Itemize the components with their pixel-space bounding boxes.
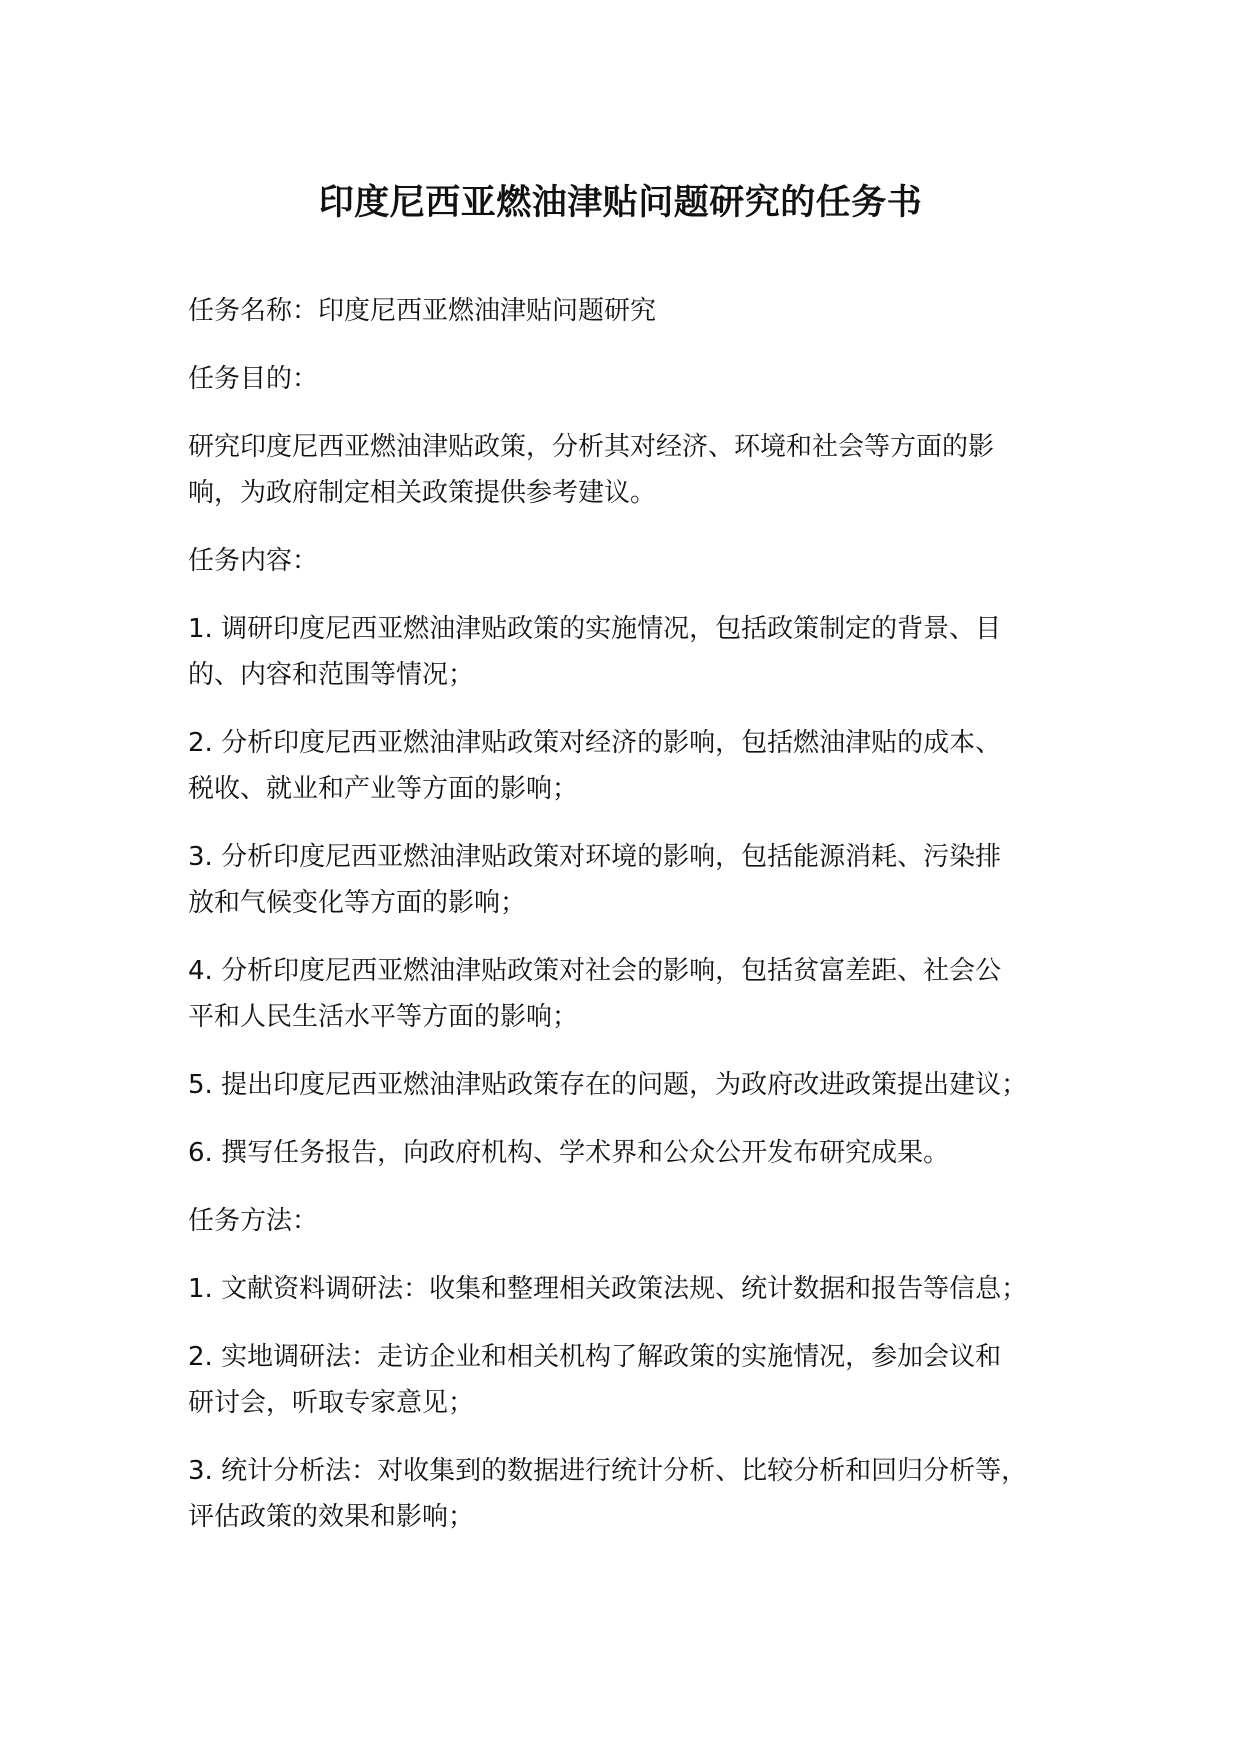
text-line: 2. 分析印度尼西亚燃油津贴政策对经济的影响，包括燃油津贴的成本、: [188, 728, 1002, 758]
paragraph-task-purpose: [188, 424, 1088, 516]
content-item-5: [188, 1062, 1088, 1108]
text-line: 的、内容和范围等情况；: [188, 660, 475, 690]
content-item-6: [188, 1130, 1088, 1176]
text-line: 4. 分析印度尼西亚燃油津贴政策对社会的影响，包括贫富差距、社会公: [188, 956, 1002, 986]
text-line: 1. 调研印度尼西亚燃油津贴政策的实施情况，包括政策制定的背景、目: [188, 614, 1002, 644]
text-line: 评估政策的效果和影响；: [188, 1502, 475, 1532]
content-item-3: [188, 834, 1088, 926]
text-line: 任务方法：: [188, 1206, 319, 1236]
text-line: 放和气候变化等方面的影响；: [188, 888, 527, 918]
text-line: 3. 分析印度尼西亚燃油津贴政策对环境的影响，包括能源消耗、污染排: [188, 842, 1002, 872]
paragraph-task-name: [188, 288, 1088, 334]
method-item-3: [188, 1448, 1088, 1540]
text-line: 任务名称：印度尼西亚燃油津贴问题研究: [188, 296, 657, 326]
heading-task-purpose: [188, 356, 1088, 402]
document-body: [188, 288, 1088, 1562]
document-title: 印度尼西亚燃油津贴问题研究的任务书: [318, 183, 923, 223]
method-item-2: [188, 1334, 1088, 1426]
heading-task-method: [188, 1198, 1088, 1244]
content-item-4: [188, 948, 1088, 1040]
content-item-2: [188, 720, 1088, 812]
content-item-1: [188, 606, 1088, 698]
text-line: 5. 提出印度尼西亚燃油津贴政策存在的问题，为政府改进政策提出建议；: [188, 1070, 1028, 1100]
text-line: 任务目的：: [188, 364, 319, 394]
text-line: 1. 文献资料调研法：收集和整理相关政策法规、统计数据和报告等信息；: [188, 1274, 1028, 1304]
text-line: 2. 实地调研法：走访企业和相关机构了解政策的实施情况，参加会议和: [188, 1342, 1002, 1372]
text-line: 响，为政府制定相关政策提供参考建议。: [188, 478, 657, 508]
text-line: 研究印度尼西亚燃油津贴政策，分析其对经济、环境和社会等方面的影: [188, 432, 995, 462]
text-line: 3. 统计分析法：对收集到的数据进行统计分析、比较分析和回归分析等，: [188, 1456, 1028, 1486]
text-line: 税收、就业和产业等方面的影响；: [188, 774, 579, 804]
method-item-1: [188, 1266, 1088, 1312]
text-line: 研讨会，听取专家意见；: [188, 1388, 475, 1418]
heading-task-content: [188, 538, 1088, 584]
text-line: 6. 撰写任务报告，向政府机构、学术界和公众公开发布研究成果。: [188, 1138, 950, 1168]
text-line: 平和人民生活水平等方面的影响；: [188, 1002, 579, 1032]
text-line: 任务内容：: [188, 546, 319, 576]
